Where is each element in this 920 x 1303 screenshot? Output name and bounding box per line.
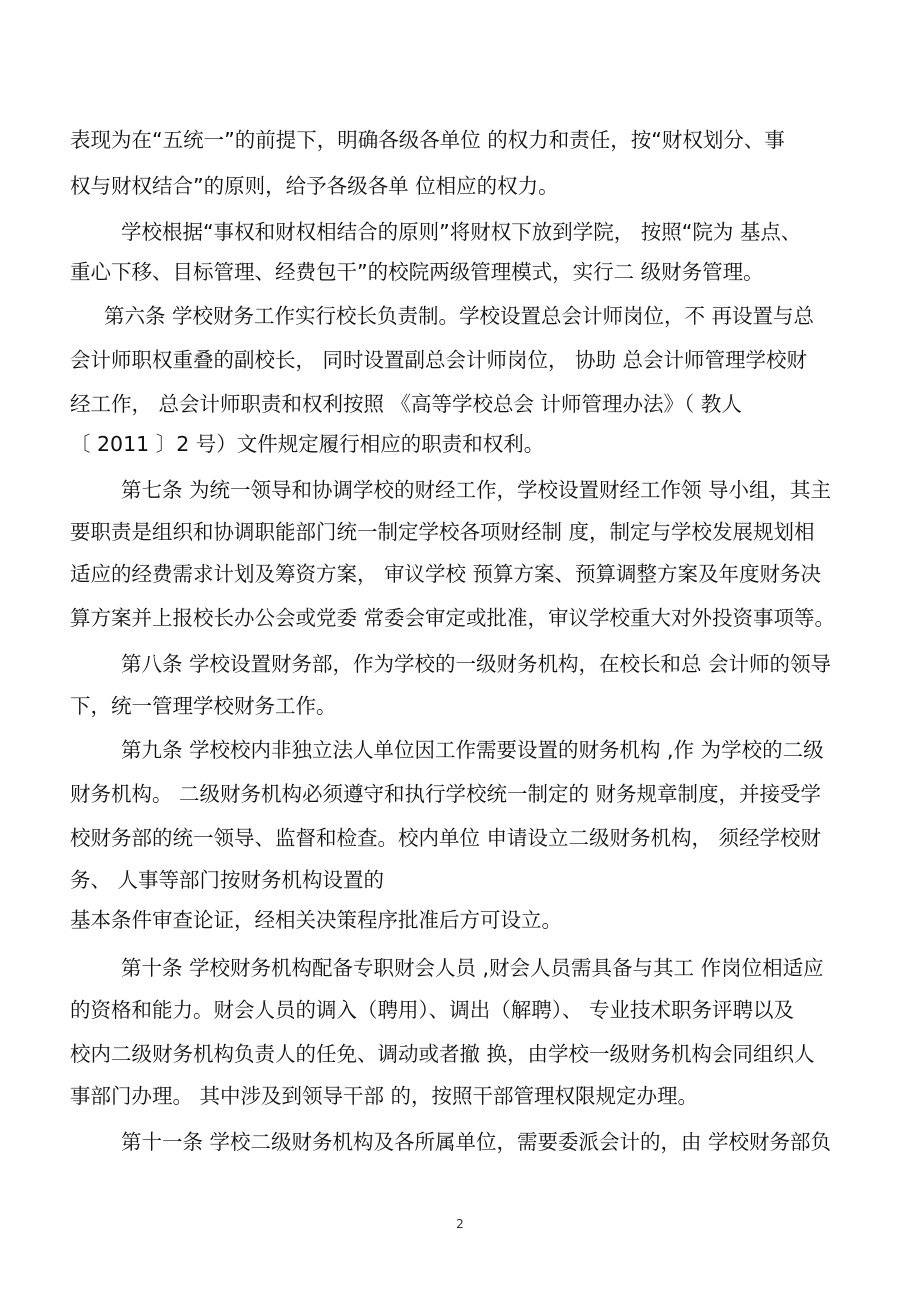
text-line: 校财务部的统一领导、监督和检查。校内单位 申请设立二级财务机构， 须经学校财 xyxy=(70,826,822,850)
text-line: 校内二级财务机构负责人的任免、调动或者撤 换，由学校一级财务机构会同组织人 xyxy=(70,1042,815,1066)
text-line: 的资格和能力。财会人员的调入（聘用）、调出（解聘）、 专业技术职务评聘以及 xyxy=(70,998,795,1022)
text-line: 适应的经费需求计划及筹资方案， 审议学校 预算方案、预算调整方案及年度财务决 xyxy=(70,562,822,586)
text-line: 要职责是组织和协调职能部门统一制定学校各项财经制 度，制定与学校发展规划相 xyxy=(70,520,815,544)
article-6-line: 第六条 学校财务工作实行校长负责制。学校设置总会计师岗位，不 再设置与总 xyxy=(104,304,815,328)
text-line: 学校根据“事权和财权相结合的原则”将财权下放到学院， 按照“院为 基点、 xyxy=(121,220,802,244)
text-line: 务、 人事等部门按财务机构设置的 xyxy=(70,868,385,892)
text-line: 财务机构。 二级财务机构必须遵守和执行学校统一制定的 财务规章制度，并接受学 xyxy=(70,782,822,806)
text-line: 会计师职权重叠的副校长， 同时设置副总会计师岗位， 协助 总会计师管理学校财 xyxy=(70,348,808,372)
text-line: 事部门办理。 其中涉及到领导干部 的，按照干部管理权限规定办理。 xyxy=(70,1084,699,1108)
text-line: 权与财权结合”的原则，给予各级各单 位相应的权力。 xyxy=(70,174,559,198)
text-line: 下，统一管理学校财务工作。 xyxy=(70,694,337,718)
article-9-line: 第九条 学校校内非独立法人单位因工作需要设置的财务机构 ,作 为学校的二级 xyxy=(121,738,824,762)
text-line: 表现为在“五统一”的前提下，明确各级各单位 的权力和责任，按“财权划分、事 xyxy=(70,128,785,152)
text-line: 基本条件审查论证，经相关决策程序批准后方可设立。 xyxy=(70,908,562,932)
article-8-line: 第八条 学校设置财务部，作为学校的一级财务机构，在校长和总 会计师的领导 xyxy=(121,652,832,676)
article-7-line: 第七条 为统一领导和协调学校的财经工作，学校设置财经工作领 导小组，其主 xyxy=(121,478,832,502)
text-line: 算方案并上报校长办公会或党委 常委会审定或批准，审议学校重大对外投资事项等。 xyxy=(70,606,836,630)
text-line: 经工作， 总会计师职责和权利按照 《高等学校总会 计师管理办法》（ 教人 xyxy=(70,392,742,416)
text-line: 〔 2011 〕2 号）文件规定履行相应的职责和权利。 xyxy=(70,432,545,456)
text-line: 重心下移、目标管理、经费包干”的校院两级管理模式，实行二 级财务管理。 xyxy=(70,260,764,284)
article-11-line: 第十一条 学校二级财务机构及各所属单位，需要委派会计的，由 学校财务部负 xyxy=(121,1130,832,1154)
page-number: 2 xyxy=(456,1217,464,1231)
article-10-line: 第十条 学校财务机构配备专职财会人员 ,财会人员需具备与其工 作岗位相适应 xyxy=(121,956,824,980)
